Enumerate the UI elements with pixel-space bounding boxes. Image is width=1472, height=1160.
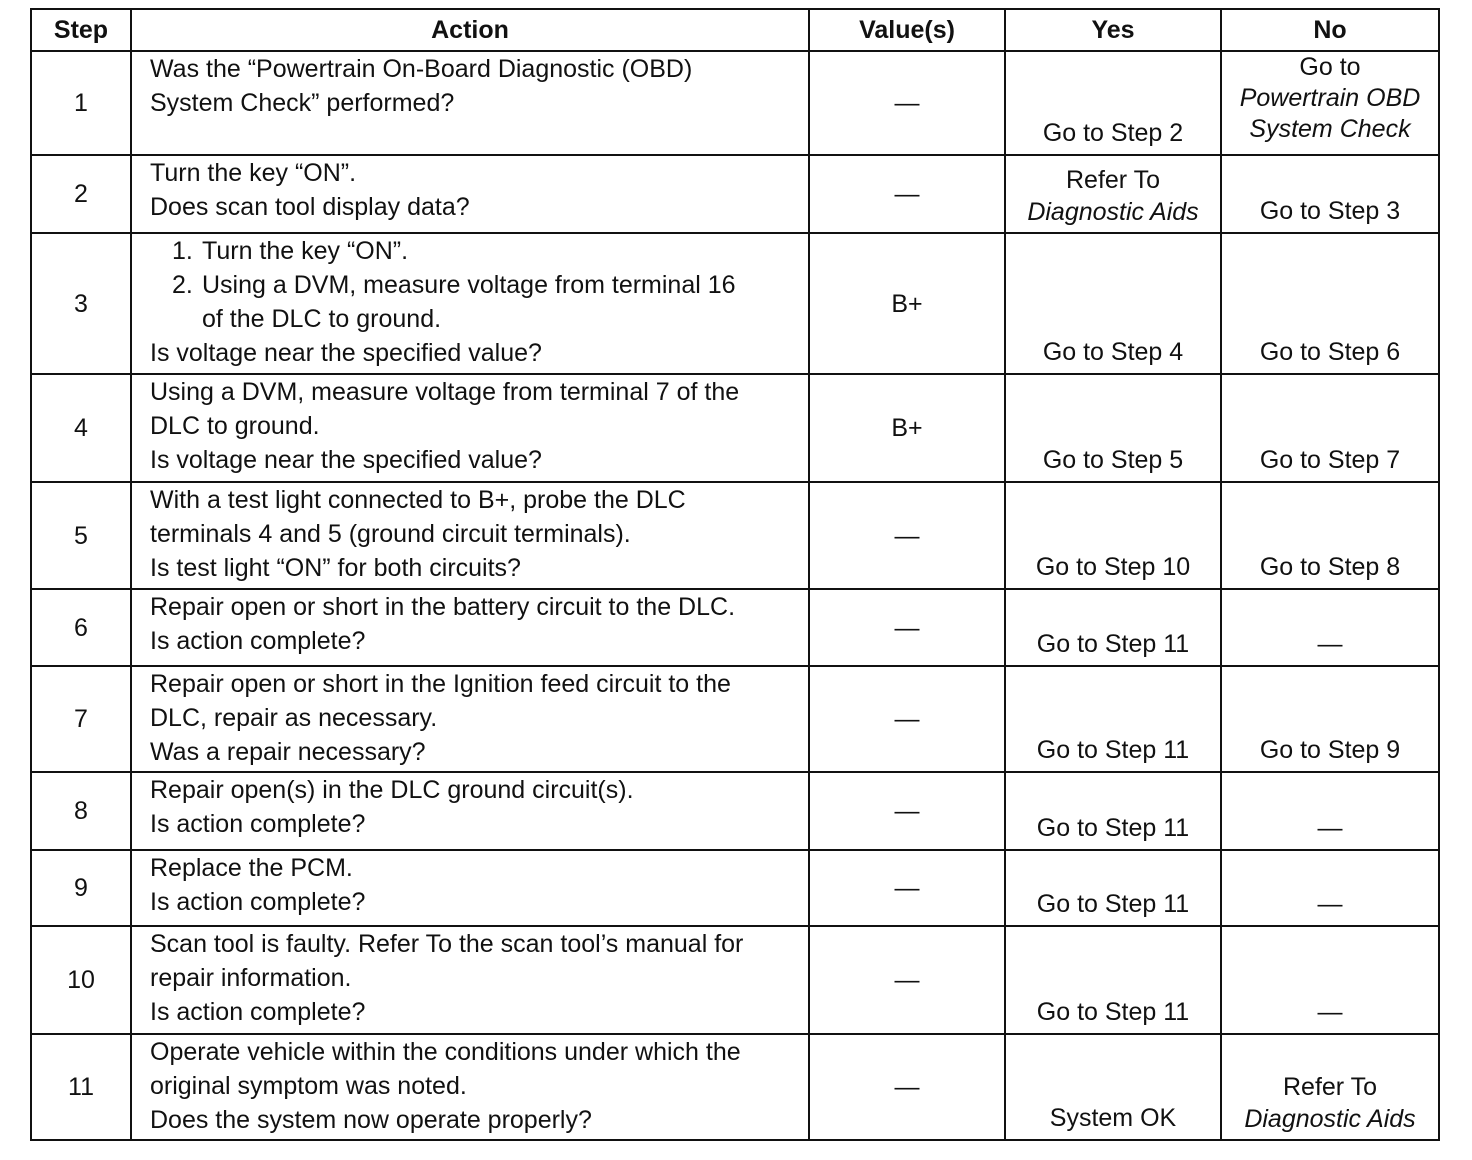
- yes-line: Diagnostic Aids: [1027, 198, 1199, 226]
- table-row: [31, 926, 1439, 1034]
- yes-cell: Go to Step 5: [1005, 374, 1221, 482]
- yes-line: Refer To: [1065, 166, 1161, 194]
- diagnostic-table: [30, 8, 1440, 1141]
- table-row: [31, 233, 1439, 374]
- action-line: Is action complete?: [150, 888, 366, 916]
- table-row: [31, 666, 1439, 772]
- step-number: 9: [31, 850, 131, 926]
- action-cell: [131, 772, 809, 850]
- action-cell: [131, 926, 809, 1034]
- value-cell: —: [809, 1034, 1005, 1140]
- action-question: Is voltage near the specified value?: [150, 339, 542, 367]
- yes-cell: System OK: [1005, 1034, 1221, 1140]
- value-cell: —: [809, 772, 1005, 850]
- action-line: Repair open(s) in the DLC ground circuit(s).: [150, 776, 634, 804]
- action-cell: [131, 374, 809, 482]
- yes-cell: Go to Step 4: [1005, 233, 1221, 374]
- action-line: Is voltage near the specified value?: [150, 446, 542, 474]
- action-line: Is action complete?: [150, 998, 366, 1026]
- action-line: Does the system now operate properly?: [150, 1106, 592, 1134]
- action-cell: [131, 233, 809, 374]
- action-cell: [131, 850, 809, 926]
- action-line: Scan tool is faulty. Refer To the scan tool’s manual for: [150, 930, 744, 958]
- action-list-item: 2. Using a DVM, measure voltage from terminal 16: [172, 271, 736, 299]
- value-cell: —: [809, 51, 1005, 155]
- action-line: Repair open or short in the battery circuit to the DLC.: [150, 593, 736, 621]
- step-number: 1: [31, 51, 131, 155]
- no-cell: Go to Step 3: [1221, 155, 1439, 233]
- action-line: Was a repair necessary?: [150, 738, 426, 766]
- action-line: Using a DVM, measure voltage from terminal 7 of the: [150, 378, 740, 406]
- action-list-item: 1. Turn the key “ON”.: [172, 237, 409, 265]
- action-line: original symptom was noted.: [150, 1072, 467, 1100]
- step-number: 10: [31, 926, 131, 1034]
- value-cell: —: [809, 589, 1005, 666]
- header-values: Value(s): [809, 9, 1005, 51]
- action-line: Is test light “ON” for both circuits?: [150, 554, 521, 582]
- action-cell: [131, 589, 809, 666]
- action-line: Was the “Powertrain On-Board Diagnostic (OBD): [150, 55, 693, 83]
- no-cell: [1221, 1034, 1439, 1140]
- yes-cell: Go to Step 11: [1005, 666, 1221, 772]
- action-line: Is action complete?: [150, 810, 366, 838]
- header-action: Action: [131, 9, 809, 51]
- table-row: [31, 155, 1439, 233]
- action-item-continuation: of the DLC to ground.: [202, 305, 442, 333]
- action-line: Operate vehicle within the conditions under which the: [150, 1038, 741, 1066]
- action-cell: [131, 155, 809, 233]
- action-line: Turn the key “ON”.: [150, 159, 357, 187]
- no-cell: —: [1221, 772, 1439, 850]
- no-line: System Check: [1249, 115, 1411, 143]
- action-line: System Check” performed?: [150, 89, 455, 117]
- action-line: DLC to ground.: [150, 412, 320, 440]
- step-number: 3: [31, 233, 131, 374]
- action-line: Is action complete?: [150, 627, 366, 655]
- action-item-text: Turn the key “ON”.: [202, 237, 409, 265]
- no-cell: —: [1221, 926, 1439, 1034]
- step-number: 5: [31, 482, 131, 589]
- action-cell: [131, 1034, 809, 1140]
- yes-cell: Go to Step 2: [1005, 51, 1221, 155]
- action-cell: [131, 51, 809, 155]
- no-line: Diagnostic Aids: [1244, 1105, 1416, 1133]
- header-row: [31, 9, 1439, 51]
- action-item-text: Using a DVM, measure voltage from terminal 16: [202, 271, 736, 299]
- value-cell: —: [809, 666, 1005, 772]
- value-cell: B+: [809, 374, 1005, 482]
- action-line: Does scan tool display data?: [150, 193, 470, 221]
- action-line: DLC, repair as necessary.: [150, 704, 438, 732]
- action-line: Replace the PCM.: [150, 854, 353, 882]
- action-line: terminals 4 and 5 (ground circuit terminals).: [150, 520, 631, 548]
- no-line: Go to: [1299, 53, 1361, 81]
- no-cell: Go to Step 6: [1221, 233, 1439, 374]
- step-number: 11: [31, 1034, 131, 1140]
- value-cell: —: [809, 482, 1005, 589]
- table-row: [31, 772, 1439, 850]
- header-yes: Yes: [1005, 9, 1221, 51]
- table-row: [31, 482, 1439, 589]
- step-number: 4: [31, 374, 131, 482]
- table-row: [31, 374, 1439, 482]
- action-line: repair information.: [150, 964, 352, 992]
- step-number: 7: [31, 666, 131, 772]
- table-row: [31, 1034, 1439, 1140]
- table-row: [31, 850, 1439, 926]
- table-row: [31, 589, 1439, 666]
- step-number: 2: [31, 155, 131, 233]
- yes-cell: Go to Step 11: [1005, 850, 1221, 926]
- value-cell: B+: [809, 233, 1005, 374]
- no-cell: —: [1221, 850, 1439, 926]
- no-cell: Go to Step 9: [1221, 666, 1439, 772]
- no-cell: Go to Step 7: [1221, 374, 1439, 482]
- no-cell: [1221, 51, 1439, 155]
- yes-cell: Go to Step 11: [1005, 772, 1221, 850]
- step-number: 6: [31, 589, 131, 666]
- yes-cell: Go to Step 11: [1005, 926, 1221, 1034]
- action-line: With a test light connected to B+, probe the DLC: [150, 486, 686, 514]
- action-line: Repair open or short in the Ignition feed circuit to the: [150, 670, 731, 698]
- no-line: Powertrain OBD: [1239, 84, 1421, 112]
- action-cell: [131, 666, 809, 772]
- no-cell: —: [1221, 589, 1439, 666]
- value-cell: —: [809, 926, 1005, 1034]
- step-number: 8: [31, 772, 131, 850]
- table-row: [31, 51, 1439, 155]
- header-no: No: [1221, 9, 1439, 51]
- yes-cell: Go to Step 11: [1005, 589, 1221, 666]
- no-cell: Go to Step 8: [1221, 482, 1439, 589]
- yes-cell: [1005, 155, 1221, 233]
- value-cell: —: [809, 850, 1005, 926]
- header-step: Step: [31, 9, 131, 51]
- value-cell: —: [809, 155, 1005, 233]
- action-cell: [131, 482, 809, 589]
- yes-cell: Go to Step 10: [1005, 482, 1221, 589]
- no-line: Refer To: [1282, 1073, 1378, 1101]
